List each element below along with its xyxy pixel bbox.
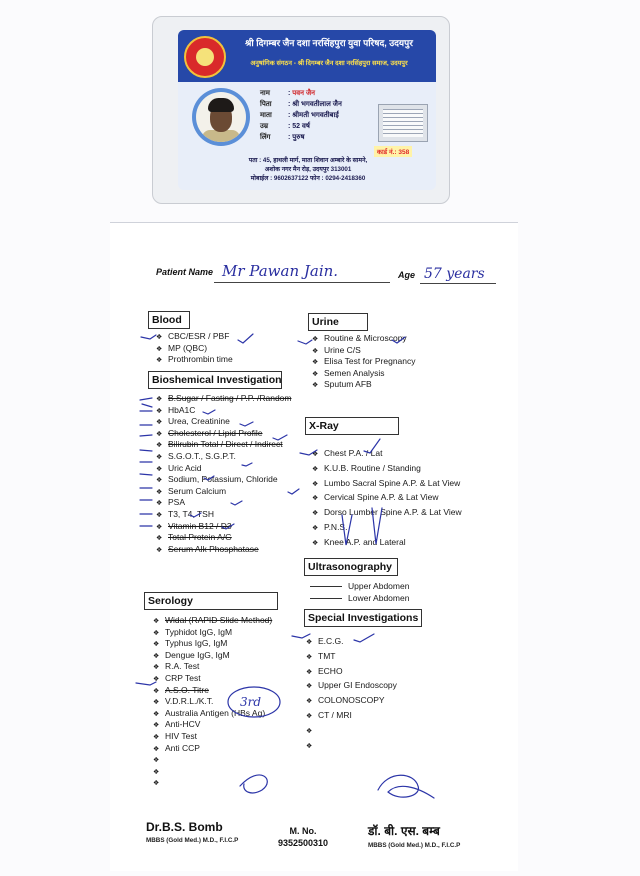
- tick-mark: [222, 524, 234, 529]
- checklist-item-label: Dorso Lumber Spine A.P. & Lat View: [324, 507, 462, 518]
- bullet-icon: ❖: [312, 347, 319, 355]
- checklist-item-label: COLONOSCOPY: [318, 695, 385, 706]
- checklist-item-label: Anti CCP: [165, 742, 200, 753]
- bullet-icon: ❖: [306, 742, 313, 750]
- dash-marks: [140, 411, 152, 526]
- bullet-icon: ❖: [156, 430, 163, 438]
- tick-mark: [204, 476, 214, 480]
- biochem-heading: Bioshemical Investigation: [148, 371, 282, 389]
- bullet-icon: ❖: [153, 699, 160, 707]
- bullet-icon: ❖: [312, 480, 319, 488]
- handwritten-note: 3rd: [240, 695, 262, 709]
- field-name: नाम : पवन जैन: [260, 90, 316, 97]
- tick-mark: [342, 508, 382, 545]
- checklist-item-label: R.A. Test: [165, 661, 200, 672]
- bullet-icon: ❖: [156, 334, 163, 341]
- tick-mark: [288, 489, 299, 494]
- bullet-icon: ❖: [156, 523, 163, 531]
- bullet-icon: ❖: [312, 495, 319, 503]
- bullet-icon: ❖: [153, 722, 160, 730]
- bullet-icon: ❖: [312, 510, 319, 518]
- checklist-item-label: Sodium, Potassium, Chloride: [168, 474, 278, 485]
- doctor-degree-hi: MBBS (Gold Med.) M.D., F.I.C.P: [368, 842, 461, 849]
- field-gender: लिंग : पुरुष: [260, 134, 305, 141]
- bullet-icon: ❖: [306, 668, 313, 676]
- checklist-item-label: CT / MRI: [318, 709, 352, 720]
- tick-mark: [231, 501, 242, 505]
- checklist-item-label: V.D.R.L./K.T.: [165, 696, 214, 707]
- checklist-item-label: K.U.B. Routine / Standing: [324, 462, 421, 473]
- bullet-icon: ❖: [312, 465, 319, 473]
- checklist-item-label: Typhus IgG, IgM: [165, 638, 228, 649]
- checklist-item-label: S.G.O.T., S.G.P.T.: [168, 450, 236, 461]
- patient-name-value: Mr Pawan Jain.: [222, 262, 339, 280]
- field-father: पिता : श्री भगवतीलाल जैन: [260, 101, 342, 108]
- bullet-icon: ❖: [312, 451, 319, 458]
- field-mother: माता : श्रीमती भगवतीबाई: [260, 112, 339, 119]
- checklist-item-label: Routine & Microscopy: [324, 333, 407, 343]
- us-item: Lower Abdomen: [310, 592, 409, 604]
- xray-heading: X-Ray: [305, 417, 399, 435]
- bullet-icon: ❖: [153, 710, 160, 718]
- checklist-item-label: MP (QBC): [168, 342, 208, 353]
- bullet-icon: ❖: [312, 524, 319, 532]
- tick-mark: [392, 337, 405, 343]
- tick-mark: [136, 682, 156, 685]
- checklist-item-label: B.Sugar / Fasting / P.P. /Random: [168, 393, 292, 403]
- tick-mark: [354, 634, 374, 642]
- checklist-item-label: Upper GI Endoscopy: [318, 680, 397, 691]
- bullet-icon: ❖: [153, 687, 160, 695]
- age-value: 57 years: [424, 266, 485, 282]
- bullet-icon: ❖: [312, 370, 319, 378]
- checklist-item-label: HIV Test: [165, 730, 197, 741]
- bullet-icon: ❖: [312, 539, 319, 547]
- doctor-name-hi: डॉ. बी. एस. बम्ब: [368, 824, 440, 838]
- doctor-name-en: Dr.B.S. Bomb: [146, 820, 223, 834]
- checklist-item-label: CBC/ESR / PBF: [168, 331, 230, 341]
- tick-mark: [298, 340, 312, 344]
- bullet-icon: ❖: [156, 477, 163, 485]
- bullet-icon: ❖: [153, 745, 160, 753]
- checklist-item-label: Dengue IgG, IgM: [165, 649, 230, 660]
- checklist-item-label: Serum Alk Phosphatase: [168, 543, 259, 554]
- checklist-item-label: Lumbo Sacral Spine A.P. & Lat View: [324, 477, 461, 488]
- doctor-degree-en: MBBS (Gold Med.) M.D., F.I.C.P: [146, 837, 239, 844]
- urine-heading: Urine: [308, 313, 368, 331]
- org-title: श्री दिगम्बर जैन दशा नरसिंहपुरा युवा परिषद, उदयपुर: [245, 38, 413, 48]
- bullet-icon: ❖: [153, 641, 160, 649]
- tick-mark: [242, 463, 252, 466]
- patient-name-label: Patient Name: [156, 267, 214, 277]
- checklist-item-label: Serum Calcium: [168, 485, 227, 496]
- ultrasonography-heading: Ultrasonography: [304, 558, 398, 576]
- checklist-item-label: Chest P.A. / Lat: [324, 448, 383, 458]
- checklist-item-label: Typhidot IgG, IgM: [165, 626, 233, 637]
- checklist-item-label: A.S.O. Titre: [165, 684, 209, 695]
- bullet-icon: ❖: [312, 359, 319, 367]
- checklist-item-label: Knee A.P. and Lateral: [324, 536, 406, 547]
- us-item: Upper Abdomen: [310, 580, 409, 592]
- serology-heading: Serology: [144, 592, 278, 610]
- tick-mark: [273, 435, 287, 440]
- checklist-item-label: E.C.G.: [318, 636, 344, 646]
- bullet-icon: ❖: [153, 757, 160, 765]
- checklist-item-label: Cholesterol / Lipid Profile: [168, 427, 263, 438]
- doctor-signature-left: [240, 775, 267, 793]
- bullet-icon: ❖: [153, 652, 160, 660]
- doctor-signature-right: [378, 775, 434, 798]
- tick-mark: [190, 513, 201, 517]
- blood-heading: Blood: [148, 311, 190, 329]
- bullet-icon: ❖: [306, 639, 313, 646]
- reg-number: 9352500310: [277, 838, 329, 848]
- checklist-item-label: CRP Test: [165, 672, 201, 683]
- tick-mark: [300, 450, 317, 455]
- bullet-icon: ❖: [153, 780, 160, 788]
- tick-mark: [140, 398, 152, 407]
- checklist-item-label: Vitamin B12 / D3: [168, 520, 232, 531]
- address-line-1: पता : 45, हाथली मार्ग, माता शिवान अम्बारे के सामने,: [248, 157, 368, 164]
- checklist-item-label: Urea, Creatinine: [168, 416, 230, 427]
- tick-mark: [240, 422, 253, 426]
- checklist-item-label: Sputum AFB: [324, 379, 372, 390]
- bullet-icon: ❖: [153, 629, 160, 637]
- bullet-icon: ❖: [156, 442, 163, 450]
- checklist-item-label: Prothrombin time: [168, 354, 233, 365]
- bullet-icon: ❖: [306, 653, 313, 661]
- card-number: कार्ड नं.: 358: [374, 146, 412, 157]
- checklist-item-label: Elisa Test for Pregnancy: [324, 356, 416, 367]
- bullet-icon: ❖: [156, 419, 163, 427]
- bullet-icon: ❖: [312, 382, 319, 390]
- checklist-item-label: Widal (RAPID Slide Method): [165, 615, 273, 625]
- bullet-icon: ❖: [156, 465, 163, 473]
- bullet-icon: ❖: [312, 336, 319, 343]
- bullet-icon: ❖: [156, 453, 163, 461]
- special-heading: Special Investigations: [304, 609, 422, 627]
- bullet-icon: ❖: [156, 357, 163, 365]
- checklist-item-label: Semen Analysis: [324, 367, 385, 378]
- bullet-icon: ❖: [153, 733, 160, 741]
- tick-mark: [141, 335, 156, 339]
- bullet-icon: ❖: [153, 618, 160, 625]
- bullet-icon: ❖: [153, 664, 160, 672]
- org-subtitle: अनुषांगिक संगठन - श्री दिगम्बर जैन दशा नरसिंहपुरा समाज, उदयपुर: [250, 60, 408, 67]
- bullet-icon: ❖: [156, 488, 163, 496]
- checklist-item-label: Anti-HCV: [165, 719, 201, 730]
- bullet-icon: ❖: [306, 712, 313, 720]
- checklist-item-label: Cervical Spine A.P. & Lat View: [324, 492, 439, 503]
- checklist-item-label: T3, T4, TSH: [168, 508, 214, 519]
- field-age: उम्र : 52 वर्ष: [260, 123, 310, 130]
- checklist-item-label: ECHO: [318, 665, 343, 676]
- bullet-icon: ❖: [306, 698, 313, 706]
- bullet-icon: ❖: [153, 675, 160, 683]
- bullet-icon: ❖: [156, 407, 163, 415]
- age-label: Age: [398, 270, 416, 280]
- bullet-icon: ❖: [156, 396, 163, 403]
- tick-mark: [203, 410, 215, 414]
- bullet-icon: ❖: [156, 500, 163, 508]
- bullet-icon: ❖: [153, 768, 160, 776]
- contact-line: मोबाईल : 9602637122 फोन : 0294-2418360: [250, 175, 366, 182]
- bullet-icon: ❖: [156, 535, 163, 543]
- bullet-icon: ❖: [156, 546, 163, 554]
- checklist-item-label: Total Protein A/G: [168, 532, 232, 543]
- tick-mark: [292, 634, 310, 638]
- checklist-item-label: TMT: [318, 650, 336, 661]
- bullet-icon: ❖: [306, 727, 313, 735]
- checklist-item-label: Australia Antigen (HBs Ag): [165, 707, 266, 718]
- tick-mark: [238, 334, 253, 343]
- checklist-item-label: Bilirubin Total / Direct / Indirect: [168, 439, 283, 450]
- reg-label: M. No.: [289, 826, 317, 836]
- bullet-icon: ❖: [156, 345, 163, 353]
- checklist-item-label: P.N.S.: [324, 521, 348, 532]
- bullet-icon: ❖: [156, 511, 163, 519]
- checklist-item-label: HbA1C: [168, 404, 196, 415]
- bullet-icon: ❖: [306, 683, 313, 691]
- address-line-2: अशोक नगर मैन रोड़, उदयपुर 313001: [264, 166, 352, 173]
- checklist-item-label: Urine C/S: [324, 344, 361, 355]
- checklist-item-label: Uric Acid: [168, 462, 202, 473]
- tick-mark: [364, 439, 380, 453]
- checklist-item-label: PSA: [168, 497, 186, 508]
